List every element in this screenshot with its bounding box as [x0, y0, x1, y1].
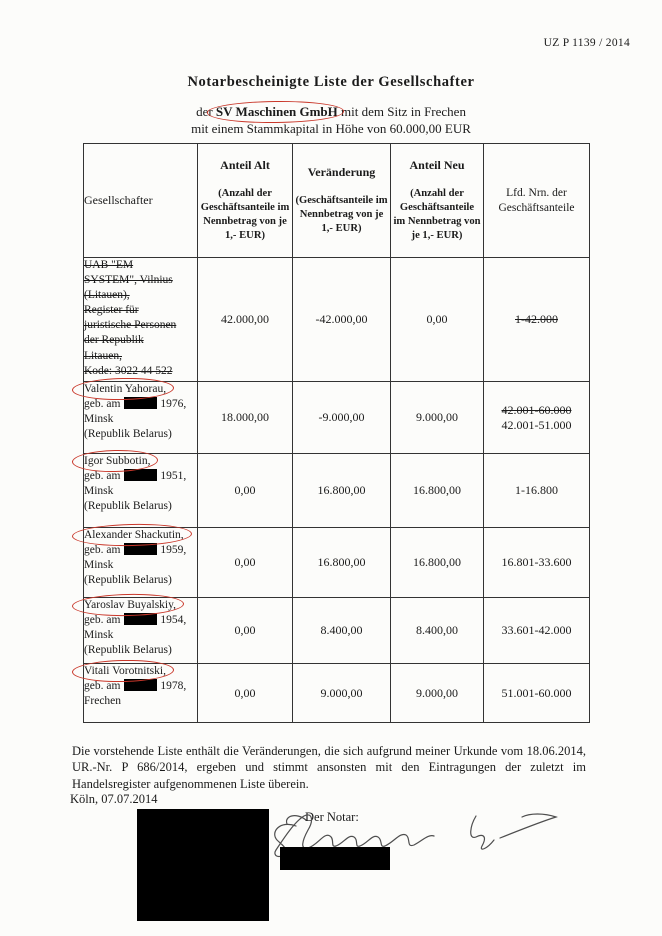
document-header — [0, 74, 662, 137]
change-value: 8.400,00 — [293, 598, 391, 664]
shareholder-name-circled: Yaroslav Buyalskiy, — [84, 598, 176, 613]
document-subtitle — [0, 104, 662, 137]
dob-prefix: geb. am — [84, 398, 121, 411]
redaction-box-small — [280, 847, 390, 870]
change-value: -9.000,00 — [293, 382, 391, 454]
shareholder-table — [83, 143, 590, 723]
new-share-value: 16.800,00 — [391, 528, 484, 598]
table-row-vorotnitski — [84, 664, 590, 723]
shareholder-cell — [84, 528, 198, 598]
column-header-serial-numbers: Lfd. Nrn. der Geschäftsanteile — [484, 144, 590, 258]
shareholder-country: (Republik Belarus) — [84, 644, 172, 657]
old-share-value: 0,00 — [198, 528, 293, 598]
dob-prefix: geb. am — [84, 614, 121, 627]
new-share-value: 8.400,00 — [391, 598, 484, 664]
dob-year: 1976, — [160, 398, 187, 411]
old-share-value: 0,00 — [198, 598, 293, 664]
shareholder-cell — [84, 598, 198, 664]
column-header-old-share: Anteil Alt (Anzahl der Geschäftsanteile im Nennbetrag von je 1,- EUR) — [198, 144, 293, 258]
change-value: 16.800,00 — [293, 528, 391, 598]
table-row-subbotin — [84, 454, 590, 528]
shareholder-cell — [84, 258, 198, 382]
shareholder-name-line: Register für — [84, 304, 139, 317]
serial-numbers-cell: 1-16.800 — [484, 454, 590, 528]
serial-numbers: 42.001-51.000 — [501, 417, 572, 432]
shareholder-cell — [84, 454, 198, 528]
shareholder-name-line: UAB "EM — [84, 259, 134, 271]
change-value: -42.000,00 — [293, 258, 391, 382]
change-value: 16.800,00 — [293, 454, 391, 528]
subtitle-suffix: mit dem Sitz in Frechen — [341, 104, 466, 119]
table-header-row — [84, 144, 590, 258]
redaction-box-large — [137, 809, 269, 921]
reference-number: UZ P 1139 / 2014 — [543, 37, 630, 49]
closing-line: Die vorstehende Liste enthält die Veränderungen, die sich aufgrund meiner Urkunde vom 18.06.2014, — [72, 744, 586, 758]
table-row-shackutin — [84, 528, 590, 598]
shareholder-city: Minsk — [84, 485, 114, 498]
new-share-value: 9.000,00 — [391, 382, 484, 454]
shareholder-name-circled: Igor Subbotin, — [84, 454, 150, 469]
subtitle-prefix: der — [196, 104, 213, 119]
old-share-value: 18.000,00 — [198, 382, 293, 454]
column-header-change: Veränderung (Geschäftsanteile im Nennbetrag von je 1,- EUR) — [293, 144, 391, 258]
shareholder-name-circled: Vitali Vorotnitski, — [84, 664, 166, 679]
new-share-value: 16.800,00 — [391, 454, 484, 528]
shareholder-name-circled: Valentin Yahorau, — [84, 382, 166, 397]
column-header-new-share: Anteil Neu (Anzahl der Geschäftsanteile im Nennbetrag von je 1,- EUR) — [391, 144, 484, 258]
shareholder-country: (Republik Belarus) — [84, 428, 172, 441]
shareholder-country: (Republik Belarus) — [84, 500, 172, 513]
old-share-value: 0,00 — [198, 454, 293, 528]
dob-prefix: geb. am — [84, 544, 121, 557]
dob-year: 1954, — [160, 614, 187, 627]
change-value: 9.000,00 — [293, 664, 391, 723]
closing-line: Handelsregister aufgenommenen Liste überein. — [72, 776, 309, 791]
redaction-box — [124, 543, 157, 555]
shareholder-name-line: Litauen, — [84, 349, 122, 362]
old-share-value: 42.000,00 — [198, 258, 293, 382]
new-share-value: 9.000,00 — [391, 664, 484, 723]
closing-statement — [72, 743, 586, 792]
table-row-uab-em-system — [84, 258, 590, 382]
place-and-date: Köln, 07.07.2014 — [70, 792, 158, 806]
serial-numbers-cell: 51.001-60.000 — [484, 664, 590, 723]
serial-numbers-cell: 33.601-42.000 — [484, 598, 590, 664]
table-row-buyalskiy — [84, 598, 590, 664]
serial-numbers-cell — [484, 258, 590, 382]
shareholder-city: Minsk — [84, 413, 114, 426]
serial-numbers-struck: 42.001-60.000 — [501, 402, 572, 417]
old-share-value: 0,00 — [198, 664, 293, 723]
serial-numbers-cell — [484, 382, 590, 454]
dob-prefix: geb. am — [84, 470, 121, 483]
shareholder-cell — [84, 382, 198, 454]
subtitle-line-1 — [0, 104, 662, 121]
dob-year: 1951, — [160, 470, 187, 483]
shareholder-cell — [84, 664, 198, 723]
shareholder-city: Minsk — [84, 559, 114, 572]
shareholder-name-line: juristische Personen — [84, 319, 177, 332]
serial-numbers-struck: 1-42.000 — [515, 312, 558, 326]
dob-year: 1978, — [160, 680, 187, 693]
page-title: Notarbescheinigte Liste der Gesellschafter — [187, 74, 475, 90]
subtitle-line-2: mit einem Stammkapital in Höhe von 60.000,00 EUR — [191, 120, 471, 136]
dob-prefix: geb. am — [84, 680, 121, 693]
dob-year: 1959, — [160, 544, 187, 557]
redaction-box — [124, 397, 157, 409]
column-header-shareholder: Gesellschafter — [84, 144, 198, 258]
redaction-box — [124, 469, 157, 481]
shareholder-name-line: SYSTEM", Vilnius — [84, 274, 173, 287]
shareholder-country: (Republik Belarus) — [84, 574, 172, 587]
closing-line: UR.-Nr. P 686/2014, ergeben und stimmt ansonsten mit den Eintragungen der zuletzt im — [72, 760, 586, 775]
new-share-value: 0,00 — [391, 258, 484, 382]
shareholder-name-line: der Republik — [84, 334, 144, 347]
table-row-yahorau — [84, 382, 590, 454]
redaction-box — [124, 679, 157, 691]
notary-label: Der Notar: — [305, 810, 359, 824]
shareholder-city: Minsk — [84, 629, 114, 642]
shareholder-name-circled: Alexander Shackutin, — [84, 528, 184, 543]
company-name-circled: SV Maschinen GmbH — [215, 104, 338, 119]
serial-numbers-cell: 16.801-33.600 — [484, 528, 590, 598]
shareholder-city: Frechen — [84, 695, 122, 708]
shareholder-name-line: Kode: 3022 44 522 — [84, 364, 173, 377]
shareholder-name-line: (Litauen), — [84, 289, 130, 302]
redaction-box — [124, 613, 157, 625]
